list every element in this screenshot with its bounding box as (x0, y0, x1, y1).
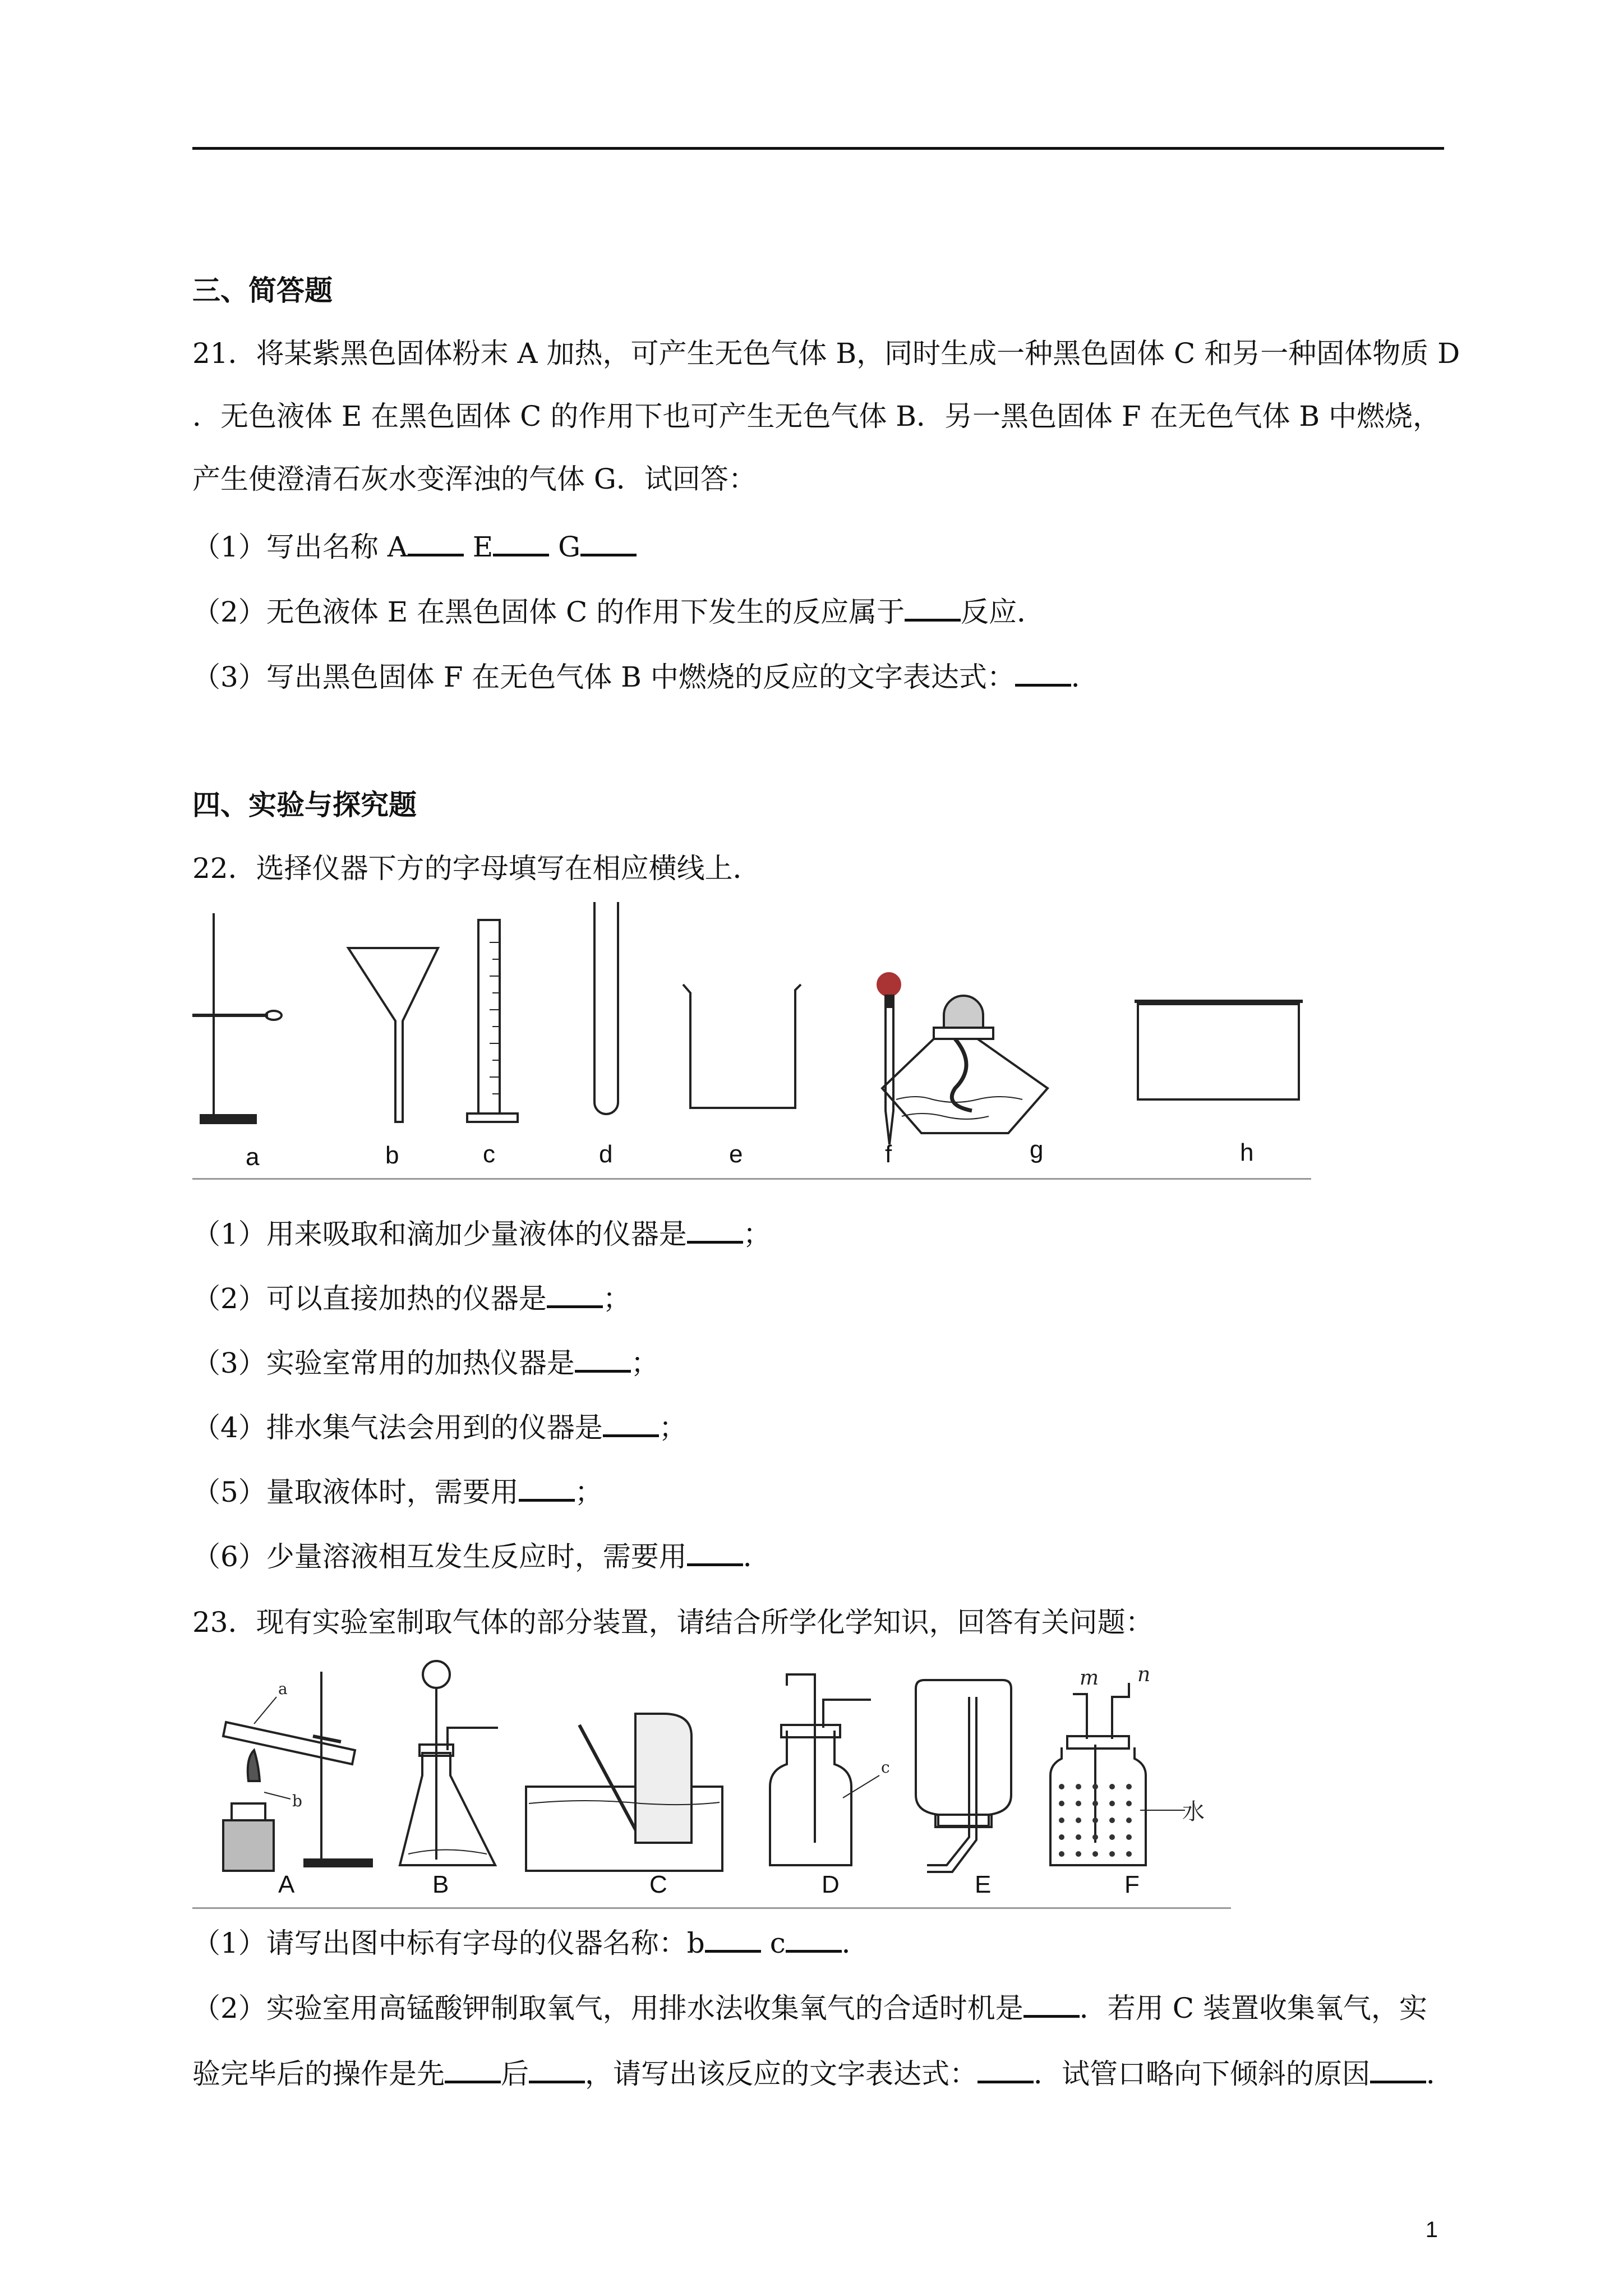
answer-blank[interactable] (547, 1281, 603, 1308)
answer-blank[interactable] (687, 1539, 743, 1566)
answer-blank[interactable] (445, 2056, 501, 2083)
answer-blank[interactable] (786, 1925, 842, 1953)
apparatus-e-icon (916, 1680, 1011, 1872)
funnel-icon (348, 948, 438, 1122)
apparatus-f-part-label: 水 (1182, 1799, 1205, 1825)
apparatus-figure (192, 1652, 1231, 1909)
q21-sub2-text-b: 反应． (961, 596, 1045, 628)
q21-sub-2 (192, 594, 1045, 629)
q22-p2-end: ； (602, 1282, 631, 1315)
instrument-label-b: b (385, 1142, 399, 1169)
answer-blank[interactable] (529, 2056, 585, 2083)
q22-part-2 (192, 1281, 631, 1315)
q21-sub-3 (192, 659, 1099, 694)
q23-sub-1 (192, 1925, 870, 1960)
apparatus-label-b: B (432, 1871, 449, 1898)
instrument-label-d: d (599, 1140, 613, 1168)
instrument-label-a: a (246, 1143, 260, 1171)
apparatus-f-icon (1050, 1663, 1205, 1865)
apparatus-b-icon (400, 1661, 498, 1865)
q22-p1-text: （1）用来吸取和滴加少量液体的仪器是 (192, 1218, 687, 1250)
apparatus-label-d: D (822, 1871, 840, 1898)
q23-s2-text-c: 验完毕后的操作是先 (192, 2058, 445, 2090)
answer-blank[interactable] (493, 529, 549, 556)
q23-s2-text-b: ．若用 C 装置收集氧气，实 (1079, 1992, 1427, 2024)
apparatus-a-icon (223, 1672, 372, 1871)
graduated-cylinder-icon (467, 920, 518, 1122)
test-tube-icon (594, 902, 618, 1114)
q22-p5-text: （5）量取液体时，需要用 (192, 1476, 519, 1508)
q23-s2-text-g: ． (1426, 2058, 1454, 2090)
dropper-icon (878, 973, 900, 1144)
instrument-label-c: c (483, 1140, 495, 1168)
q22-p4-end: ； (658, 1411, 687, 1444)
q23-s2-text-d: 后 (501, 2058, 529, 2090)
instrument-label-g: g (1030, 1136, 1044, 1163)
instrument-label-h: h (1240, 1139, 1254, 1166)
q21-sub1-text-a: （1）写出名称 A (192, 531, 408, 563)
answer-blank[interactable] (705, 1925, 761, 1953)
answer-blank[interactable] (1015, 659, 1071, 687)
answer-blank[interactable] (580, 529, 637, 556)
answer-blank[interactable] (978, 2056, 1034, 2083)
apparatus-f-part-label: n (1137, 1663, 1151, 1686)
apparatus-a-part-label: b (292, 1792, 302, 1810)
q21-sub1-text-e: E (463, 531, 494, 563)
q21-sub2-text-a: （2）无色液体 E 在黑色固体 C 的作用下发生的反应属于 (192, 596, 905, 628)
answer-blank[interactable] (603, 1410, 659, 1437)
q23-stem: 23．现有实验室制取气体的部分装置，请结合所学化学知识，回答有关问题： (192, 1606, 1154, 1639)
apparatus-label-c: C (649, 1871, 667, 1898)
apparatus-label-e: E (975, 1871, 992, 1898)
q22-part-4 (192, 1410, 687, 1444)
apparatus-label-f: F (1124, 1871, 1140, 1898)
trough-icon (1135, 1001, 1303, 1099)
answer-blank[interactable] (408, 529, 464, 556)
header-rule (192, 147, 1444, 150)
apparatus-c-icon (526, 1714, 722, 1871)
q22-p3-end: ； (630, 1347, 659, 1379)
alcohol-lamp-icon (882, 996, 1048, 1133)
q23-sub-2-line-2 (192, 2056, 1454, 2091)
q23-s1-text-a: （1）请写出图中标有字母的仪器名称：b (192, 1927, 705, 1959)
answer-blank[interactable] (519, 1474, 575, 1502)
q22-p3-text: （3）实验室常用的加热仪器是 (192, 1347, 575, 1379)
q23-sub-2-line-1 (192, 1990, 1427, 2025)
q22-p5-end: ； (574, 1476, 603, 1508)
instruments-figure (192, 898, 1311, 1180)
q22-p6-end: ． (743, 1540, 771, 1573)
q22-p6-text: （6）少量溶液相互发生反应时，需要用 (192, 1540, 687, 1573)
answer-blank[interactable] (905, 594, 961, 622)
answer-blank[interactable] (1023, 1990, 1080, 2018)
q21-line-1: 21．将某紫黑色固体粉末 A 加热，可产生无色气体 B，同时生成一种黑色固体 C 和另一种固体物质 D (192, 337, 1460, 370)
apparatus-f-part-label: m (1080, 1667, 1099, 1690)
q22-p4-text: （4）排水集气法会用到的仪器是 (192, 1411, 603, 1444)
q23-s1-text-b: c (760, 1927, 786, 1959)
beaker-icon (683, 984, 801, 1108)
q21-line-3: 产生使澄清石灰水变浑浊的气体 G．试回答： (192, 463, 757, 495)
answer-blank[interactable] (575, 1345, 631, 1373)
apparatus-d-part-label: c (881, 1758, 890, 1777)
q23-s2-text-a: （2）实验室用高锰酸钾制取氧气，用排水法收集氧气的合适时机是 (192, 1992, 1023, 2024)
answer-blank[interactable] (1370, 2056, 1426, 2083)
q21-line-2: ．无色液体 E 在黑色固体 C 的作用下也可产生无色气体 B．另一黑色固体 F 在无色气体 B 中燃烧， (192, 400, 1441, 432)
answer-blank[interactable] (687, 1216, 743, 1244)
apparatus-label-a: A (278, 1871, 295, 1898)
q23-s2-text-e: ，请写出该反应的文字表达式： (585, 2058, 978, 2090)
q22-part-1 (192, 1216, 771, 1251)
q22-p1-end: ； (743, 1218, 771, 1250)
q23-s1-text-c: ． (841, 1927, 870, 1959)
q22-p2-text: （2）可以直接加热的仪器是 (192, 1282, 547, 1315)
iron-stand-icon (192, 913, 282, 1123)
q23-s2-text-f: ．试管口略向下倾斜的原因 (1034, 2058, 1370, 2090)
q21-sub3-text-b: ． (1071, 661, 1099, 693)
q22-part-5 (192, 1474, 603, 1509)
q22-part-6 (192, 1539, 771, 1573)
q21-sub1-text-g: G (549, 531, 581, 563)
page-number: 1 (1425, 2217, 1438, 2242)
apparatus-d-icon (770, 1674, 890, 1865)
q21-sub-1 (192, 529, 637, 564)
q22-stem: 22．选择仪器下方的字母填写在相应横线上． (192, 852, 761, 885)
instrument-label-f: f (885, 1140, 892, 1168)
section-title-3: 三、简答题 (192, 274, 333, 307)
apparatus-a-part-label: a (278, 1680, 288, 1698)
section-title-4: 四、实验与探究题 (192, 788, 417, 821)
q21-sub3-text-a: （3）写出黑色固体 F 在无色气体 B 中燃烧的反应的文字表达式： (192, 661, 1015, 693)
instrument-label-e: e (729, 1140, 743, 1168)
q22-part-3 (192, 1345, 659, 1380)
